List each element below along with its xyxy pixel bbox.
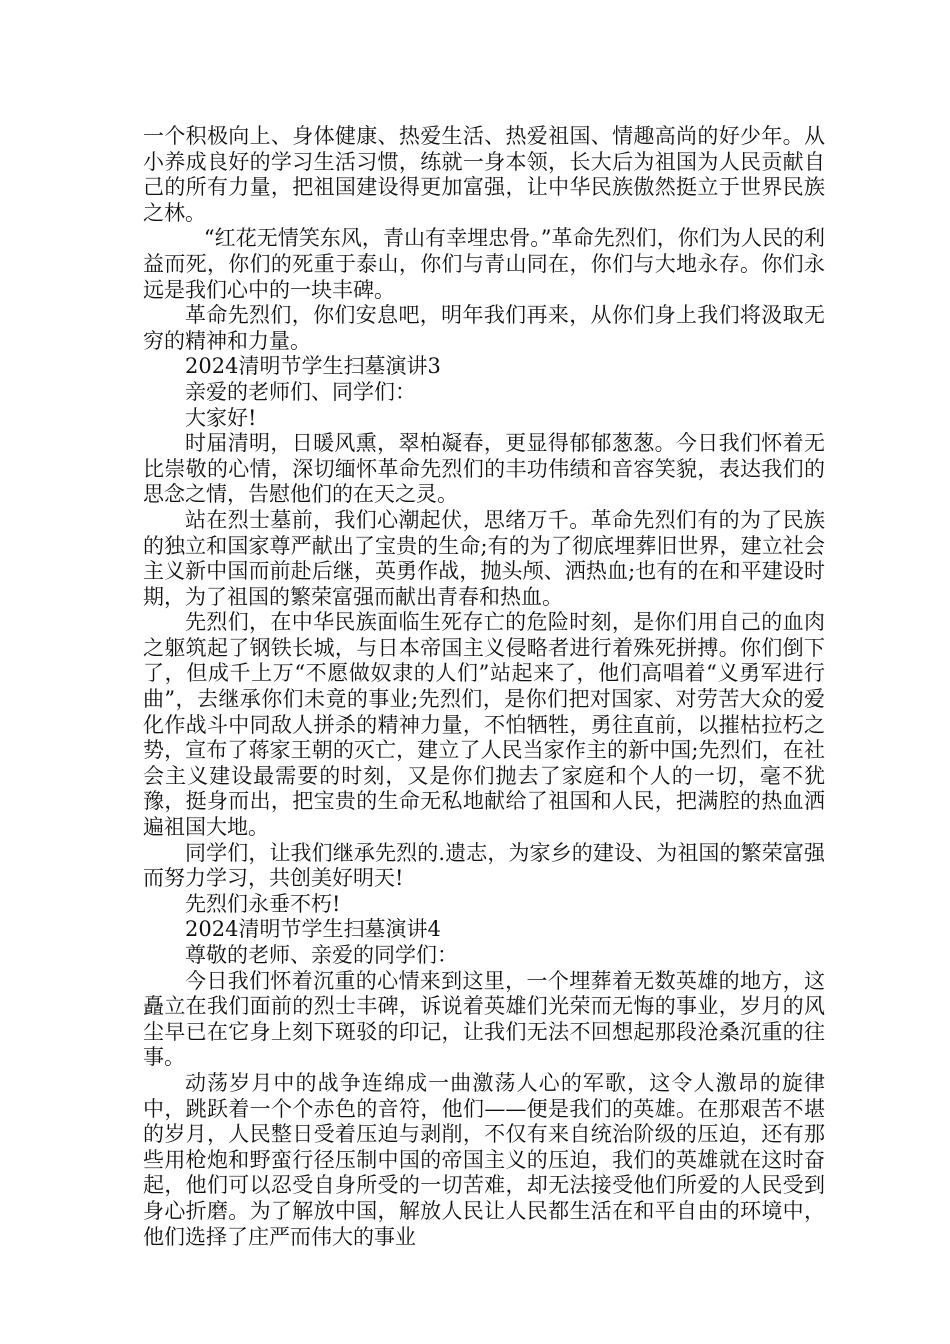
speech-4-salutation: 尊敬的老师、亲爱的同学们： — [185, 943, 458, 967]
paragraph-youth-aspiration: 一个积极向上、身体健康、热爱生活、热爱祖国、情趣高尚的好少年。从小养成良好的学习生活习惯，练就一身本领，长大后为祖国为人民贡献自己的所有力量，把祖国建设得更加富强，让中华民族傲然挺立于世界民族之林。 — [143, 124, 825, 225]
paragraph-at-tomb: 站在烈士墓前，我们心潮起伏，思绪万千。革命先烈们有的为了民族的独立和国家尊严献出了宝贵的生命;有的为了彻底埋葬旧世界，建立社会主义新中国而前赴后继，英勇作战，抛头颅、洒热血;也有的在和平建设时期，为了祖国的繁荣富强而献出青春和热血。 — [143, 507, 825, 609]
paragraph-heavy-heart: 今日我们怀着沉重的心情来到这里，一个埋葬着无数英雄的地方，这矗立在我们面前的烈士丰碑，诉说着英雄们光荣而无悔的事业，岁月的风尘早已在它身上刻下斑驳的印记，让我们无法不回想起那段沧桑沉重的往事。 — [143, 968, 825, 1070]
paragraph-martyrs-sacrifice: 先烈们，在中华民族面临生死存亡的危险时刻，是你们用自己的血肉之躯筑起了钢铁长城，与日本帝国主义侵略者进行着殊死拼搏。你们倒下了，但成千上万“不愿做奴隶的人们”站起来了，他们高唱着“义勇军进行曲”，去继承你们未竟的事业;先烈们，是你们把对国家、对劳苦大众的爱化作战斗中同敌人拼杀的精神力量，不怕牺牲，勇往直前，以摧枯拉朽之势，宣布了蒋家王朝的灭亡，建立了人民当家作主的新中国;先烈们，在社会主义建设最需要的时刻，又是你们抛去了家庭和个人的一切，毫不犹豫，挺身而出，把宝贵的生命无私地献给了祖国和人民，把满腔的热血洒遍祖国大地。 — [143, 610, 825, 840]
speech-3-title: 2024清明节学生扫墓演讲3 — [185, 354, 441, 379]
paragraph-qingming-opening: 时届清明，日暖风熏，翠柏凝春，更显得郁郁葱葱。今日我们怀着无比崇敬的心情，深切缅怀革命先烈们的丰功伟绩和音容笑貌，表达我们的思念之情，告慰他们的在天之灵。 — [143, 431, 825, 507]
paragraph-rest-in-peace: 革命先烈们，你们安息吧，明年我们再来，从你们身上我们将汲取无穷的精神和力量。 — [143, 303, 825, 353]
document-page — [143, 124, 825, 1250]
speech-3-salutation: 亲爱的老师们、同学们： — [185, 379, 416, 404]
paragraph-war-years: 动荡岁月中的战争连绵成一曲激荡人心的军歌，这令人激昂的旋律中，跳跃着一个个赤色的音符，他们——便是我们的英雄。在那艰苦不堪的岁月，人民整日受着压迫与剥削，不仅有来自统治阶级的压迫，还有那些用枪炮和野蛮行径压制中国的帝国主义的压迫，我们的英雄就在这时奋起，他们可以忍受自身所受的一切苦难，却无法接受他们所爱的人民受到身心折磨。为了解放中国，解放人民让人民都生活在和平自由的环境中，他们选择了庄严而伟大的事业 — [143, 1070, 825, 1249]
paragraph-call-to-students: 同学们，让我们继承先烈的.遗志，为家乡的建设、为祖国的繁荣富强而努力学习，共创美好明天! — [143, 840, 825, 891]
paragraph-immortal-martyrs: 先烈们永垂不朽! — [185, 891, 341, 916]
speech-4-title: 2024清明节学生扫墓演讲4 — [185, 917, 441, 942]
paragraph-poem-quote: “红花无情笑东风，青山有幸埋忠骨。”革命先烈们，你们为人民的利益而死，你们的死重于泰山，你们与青山同在，你们与大地永存。你们永远是我们心中的一块丰碑。 — [143, 226, 825, 302]
speech-3-greeting: 大家好! — [185, 405, 257, 430]
